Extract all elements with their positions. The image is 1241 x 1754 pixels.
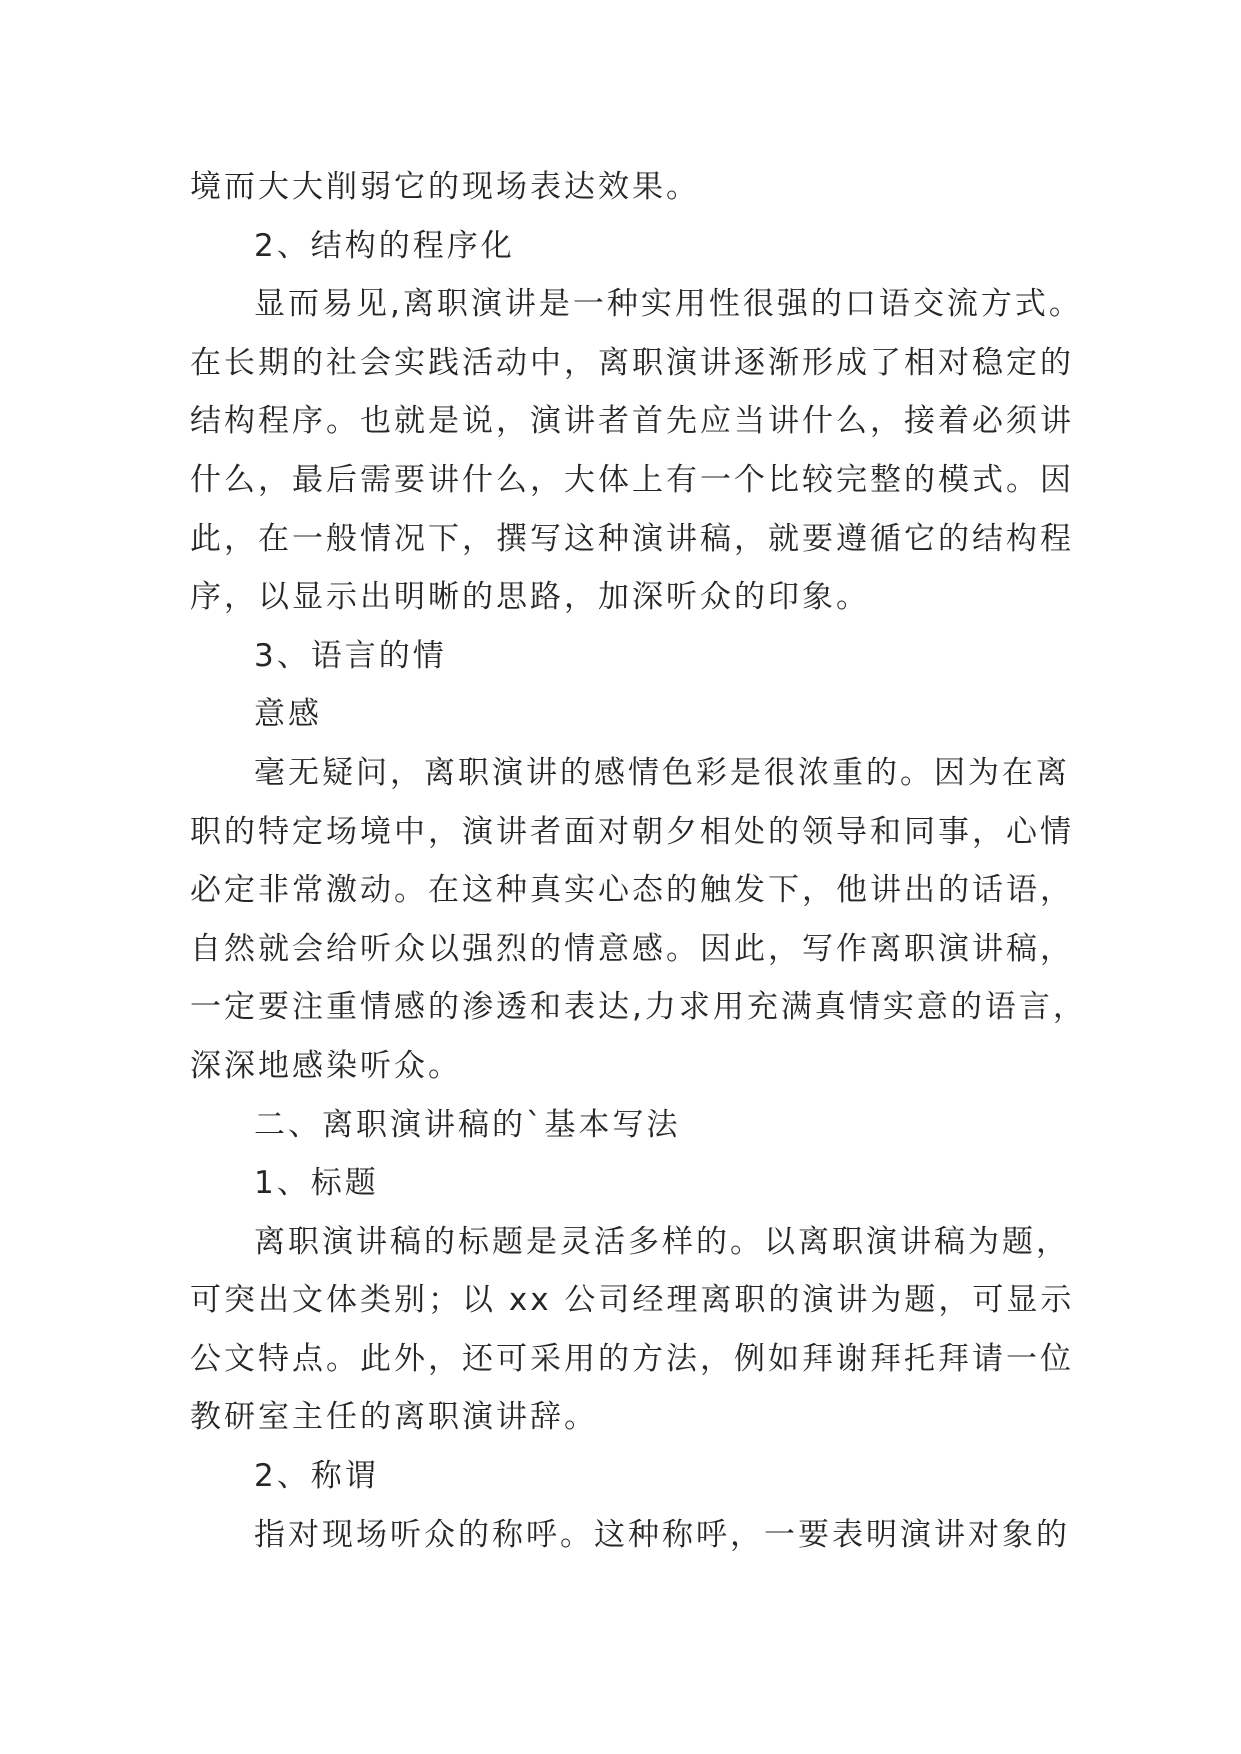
text-line: 教研室主任的离职演讲辞。 — [190, 1399, 598, 1436]
text-line: 离职演讲稿的标题是灵活多样的。以离职演讲稿为题， — [254, 1223, 1070, 1260]
text-line: 结构程序。也就是说，演讲者首先应当讲什么，接着必须讲 — [190, 403, 1074, 440]
text-line: 什么，最后需要讲什么，大体上有一个比较完整的模式。因 — [190, 461, 1074, 498]
text-line: 3、语言的情 — [254, 637, 447, 674]
text-line: 公文特点。此外，还可采用的方法，例如拜谢拜托拜请一位 — [190, 1340, 1074, 1377]
text-line: 境而大大削弱它的现场表达效果。 — [190, 169, 700, 205]
text-line: 指对现场听众的称呼。这种称呼，一要表明演讲对象的 — [254, 1516, 1070, 1553]
text-line: 自然就会给听众以强烈的情意感。因此，写作离职演讲稿， — [190, 930, 1074, 967]
text-line: 可突出文体类别；以 xx 公司经理离职的演讲为题，可显示 — [190, 1282, 1075, 1319]
document-body — [190, 158, 1087, 1564]
text-line: 序，以显示出明晰的思路，加深听众的印象。 — [190, 579, 870, 616]
text-line: 二、离职演讲稿的`基本写法 — [254, 1106, 681, 1143]
text-line: 1、标题 — [254, 1165, 379, 1202]
text-line: 毫无疑问，离职演讲的感情色彩是很浓重的。因为在离 — [254, 754, 1070, 791]
text-line: 深深地感染听众。 — [190, 1047, 462, 1084]
text-line: 职的特定场境中，演讲者面对朝夕相处的领导和同事，心情 — [190, 813, 1074, 850]
text-line: 必定非常激动。在这种真实心态的触发下，他讲出的话语， — [190, 872, 1074, 909]
text-line: 一定要注重情感的渗透和表达,力求用充满真情实意的语言， — [190, 989, 1087, 1026]
text-line: 此，在一般情况下，撰写这种演讲稿，就要遵循它的结构程 — [190, 520, 1074, 557]
text-line: 意感 — [254, 696, 322, 733]
text-line: 显而易见,离职演讲是一种实用性很强的口语交流方式。 — [254, 286, 1083, 323]
text-line: 2、称谓 — [254, 1458, 379, 1495]
text-line: 2、结构的程序化 — [254, 227, 515, 264]
text-line: 在长期的社会实践活动中，离职演讲逐渐形成了相对稳定的 — [190, 344, 1074, 381]
